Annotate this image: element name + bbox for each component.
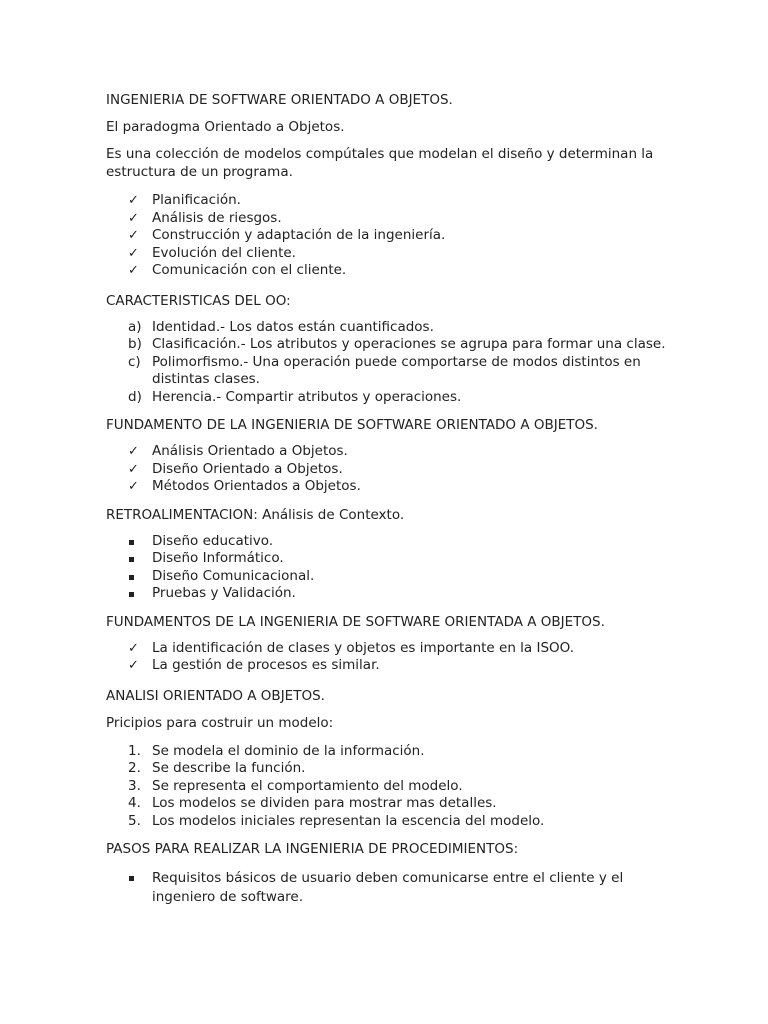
checklist-1 xyxy=(106,192,666,280)
list-item: ✓ Evolución del cliente. xyxy=(128,244,296,261)
check-icon: ✓ xyxy=(128,245,139,261)
numbered-list xyxy=(106,743,666,831)
check-icon: ✓ xyxy=(128,640,139,656)
list-item: ✓ Análisis Orientado a Objetos. xyxy=(128,443,348,459)
square-bullet-icon xyxy=(129,540,134,545)
square-bullet-icon xyxy=(129,876,134,881)
section-heading-fundamento: FUNDAMENTO DE LA INGENIERIA DE SOFTWARE ORIENTADO A OBJETOS. xyxy=(106,417,598,433)
list-item: Diseño educativo. xyxy=(106,533,666,551)
list-marker: a) xyxy=(128,318,142,335)
list-marker: 5. xyxy=(128,812,141,829)
document-page xyxy=(106,91,666,917)
list-item: ✓ Diseño Orientado a Objetos. xyxy=(128,460,343,477)
list-item: ✓ Planificación. xyxy=(128,192,241,208)
check-icon: ✓ xyxy=(128,658,139,673)
intro-paragraph-2: Es una colección de modelos compútales que modelan el diseño y determinan la estructura de un programa. xyxy=(106,146,654,180)
list-item: b) Clasificación.- Los atributos y operaciones se agrupa para formar una clase. xyxy=(128,336,666,352)
check-icon: ✓ xyxy=(128,444,139,459)
list-item: 3. Se representa el comportamiento del modelo. xyxy=(128,777,463,794)
list-item: d) Herencia.- Compartir atributos y operaciones. xyxy=(128,388,462,405)
list-marker: 3. xyxy=(128,777,141,794)
check-icon: ✓ xyxy=(128,228,139,243)
checklist-3 xyxy=(106,640,666,675)
section-heading-pasos: PASOS PARA REALIZAR LA INGENIERIA DE PROCEDIMIENTOS: xyxy=(106,841,519,857)
list-marker: 4. xyxy=(128,795,141,811)
bullet-list xyxy=(106,533,666,603)
list-item: ✓ Comunicación con el cliente. xyxy=(128,262,347,278)
list-item: Diseño Informático. xyxy=(106,550,666,568)
alpha-list xyxy=(106,319,666,407)
section-heading-analisi: ANALISI ORIENTADO A OBJETOS. xyxy=(106,687,325,704)
principles-intro: Pricipios para costruir un modelo: xyxy=(106,714,334,731)
list-item: Pruebas y Validación. xyxy=(106,585,666,603)
square-bullet-icon xyxy=(129,592,134,597)
list-marker: c) xyxy=(128,353,141,370)
list-item: ✓ La identificación de clases y objetos es importante en la ISOO. xyxy=(128,639,575,656)
list-item: ✓ La gestión de procesos es similar. xyxy=(128,657,380,673)
intro-paragraph-1: El paradogma Orientado a Objetos. xyxy=(106,119,345,135)
list-marker: b) xyxy=(128,336,142,352)
list-item: ✓ Análisis de riesgos. xyxy=(128,209,282,226)
document-title: INGENIERIA DE SOFTWARE ORIENTADO A OBJETOS. xyxy=(106,92,453,108)
square-bullet-icon xyxy=(129,557,134,562)
check-icon: ✓ xyxy=(128,479,139,494)
check-icon: ✓ xyxy=(128,461,139,477)
list-marker: d) xyxy=(128,388,142,405)
list-item: ✓ Construcción y adaptación de la ingeniería. xyxy=(128,227,446,243)
check-icon: ✓ xyxy=(128,210,139,226)
section-heading-retroalimentacion: RETROALIMENTACION: Análisis de Contexto. xyxy=(106,506,405,523)
check-icon: ✓ xyxy=(128,193,139,208)
check-icon: ✓ xyxy=(128,263,139,278)
list-item: Diseño Comunicacional. xyxy=(106,568,666,586)
list-item: 4. Los modelos se dividen para mostrar mas detalles. xyxy=(128,795,497,811)
checklist-2 xyxy=(106,443,666,496)
bullet-list-2 xyxy=(106,869,666,907)
list-item: 1. Se modela el dominio de la información. xyxy=(128,742,425,759)
list-item: 5. Los modelos iniciales representan la escencia del modelo. xyxy=(128,812,545,829)
list-marker: 1. xyxy=(128,742,141,759)
list-item: Requisitos básicos de usuario deben comunicarse entre el cliente y el ingeniero de software. xyxy=(106,869,666,907)
list-marker: 2. xyxy=(128,760,141,776)
list-item: 2. Se describe la función. xyxy=(128,760,306,776)
list-item: ✓ Métodos Orientados a Objetos. xyxy=(128,478,361,494)
square-bullet-icon xyxy=(129,575,134,580)
section-heading-fundamentos: FUNDAMENTOS DE LA INGENIERIA DE SOFTWARE ORIENTADA A OBJETOS. xyxy=(106,613,605,630)
list-item: a) Identidad.- Los datos están cuantificados. xyxy=(128,318,434,335)
section-heading-caracteristicas: CARACTERISTICAS DEL OO: xyxy=(106,292,291,309)
list-item: c) Polimorfismo.- Una operación puede comportarse de modos distintos en distintas clases. xyxy=(128,353,641,387)
